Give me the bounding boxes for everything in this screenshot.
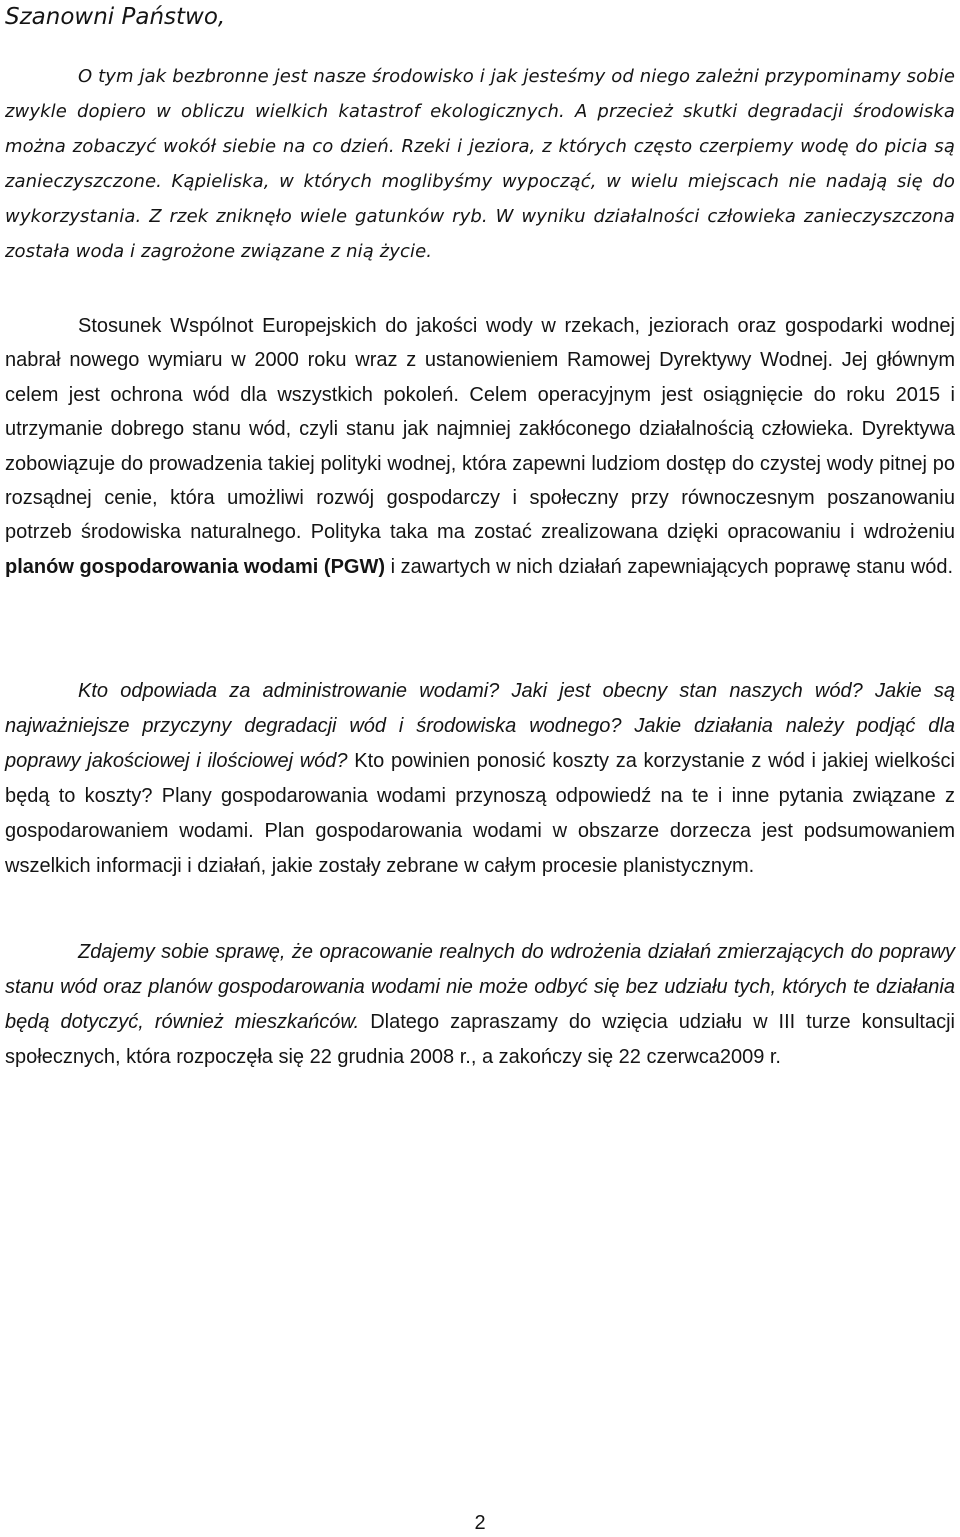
- paragraph-intro-text-b: Kąpieliska, w których moglibyśmy wypocząć, w wielu miejscach nie nadają się do wykorzystania. Z rzek zniknęło wiele gatunków ryb. W wyniku działalności człowieka zanieczyszczona została woda i zagrożone związane z nią życie.: [5, 171, 955, 262]
- paragraph-directive: [5, 309, 955, 584]
- paragraph-questions-text-b: Kto powinien ponosić koszty za korzystanie z wód i jakiej wielkości będą to koszty?: [5, 750, 955, 807]
- paragraph-directive-text-a: Stosunek Wspólnot Europejskich do jakości wody w rzekach, jeziorach oraz gospodarki wodnej nabrał nowego wymiaru w 2000 roku wraz z ustanowieniem Ramowej Dyrektywy Wodnej. Jej głównym celem jest ochrona wód dla wszystkich pokoleń. Celem operacyjnym jest osiągnięcie do roku 2015 i utrzymanie dobrego stanu wód, czyli stanu jak najmniej zakłóconego działalnością człowieka.: [5, 315, 955, 441]
- paragraph-questions-text-c: Plany gospodarowania wodami przynoszą odpowiedź na te i inne pytania związane z gospodarowaniem wodami. Plan gospodarowania wodami w obszarze dorzecza jest podsumowaniem wszelkich informacji i działań, jakie zostały zebrane w całym procesie planistycznym.: [5, 785, 956, 877]
- paragraph-intro: [5, 59, 955, 269]
- paragraph-directive-text-b: Dyrektywa zobowiązuje do prowadzenia takiej polityki wodnej, która zapewni ludziom dostęp do czystej wody pitnej po rozsądnej cenie, która umożliwi rozwój gospodarczy i społeczny przy równoczesnym poszanowaniu potrzeb środowiska naturalnego. Polityka taka ma zostać zrealizowana dzięki opracowaniu i wdrożeniu: [5, 418, 956, 544]
- paragraph-intro-text-a: O tym jak bezbronne jest nasze środowisko i jak jesteśmy od niego zależni przypominamy sobie zwykle dopiero w obliczu wielkich katastrof ekologicznych. A przecież skutki degradacji środowiska można zobaczyć wokół siebie na co dzień. Rzeki i jeziora, z których często czerpiemy wodę do picia są zanieczyszczone.: [5, 66, 955, 192]
- paragraph-questions-text-a: Kto odpowiada za administrowanie wodami? Jaki jest obecny stan naszych wód? Jakie są najważniejsze przyczyny degradacji wód i środowiska wodnego? Jakie działania należy podjąć dla poprawy jakościowej i ilościowej wód?: [5, 680, 955, 772]
- paragraph-questions: [5, 674, 955, 884]
- page-number: 2: [474, 1512, 486, 1534]
- greeting-heading: Szanowni Państwo,: [5, 4, 226, 30]
- paragraph-consultation-text-b: Dlatego zapraszamy do wzięcia udziału w III turze konsultacji społecznych, która rozpoczęła się 22 grudnia 2008 r., a zakończy się 22 czerwca2009 r.: [5, 1011, 955, 1068]
- paragraph-directive-text-c: i zawartych w nich działań zapewniających poprawę stanu wód.: [385, 555, 954, 578]
- paragraph-consultation-text-a: Zdajemy sobie sprawę, że opracowanie realnych do wdrożenia działań zmierzających do poprawy stanu wód oraz planów gospodarowania wodami nie może odbyć się bez udziału tych, których te działania będą dotyczyć, również mieszkańców.: [5, 941, 955, 1033]
- pgw-bold-term: planów gospodarowania wodami (PGW): [5, 555, 386, 578]
- paragraph-consultation: [5, 935, 955, 1075]
